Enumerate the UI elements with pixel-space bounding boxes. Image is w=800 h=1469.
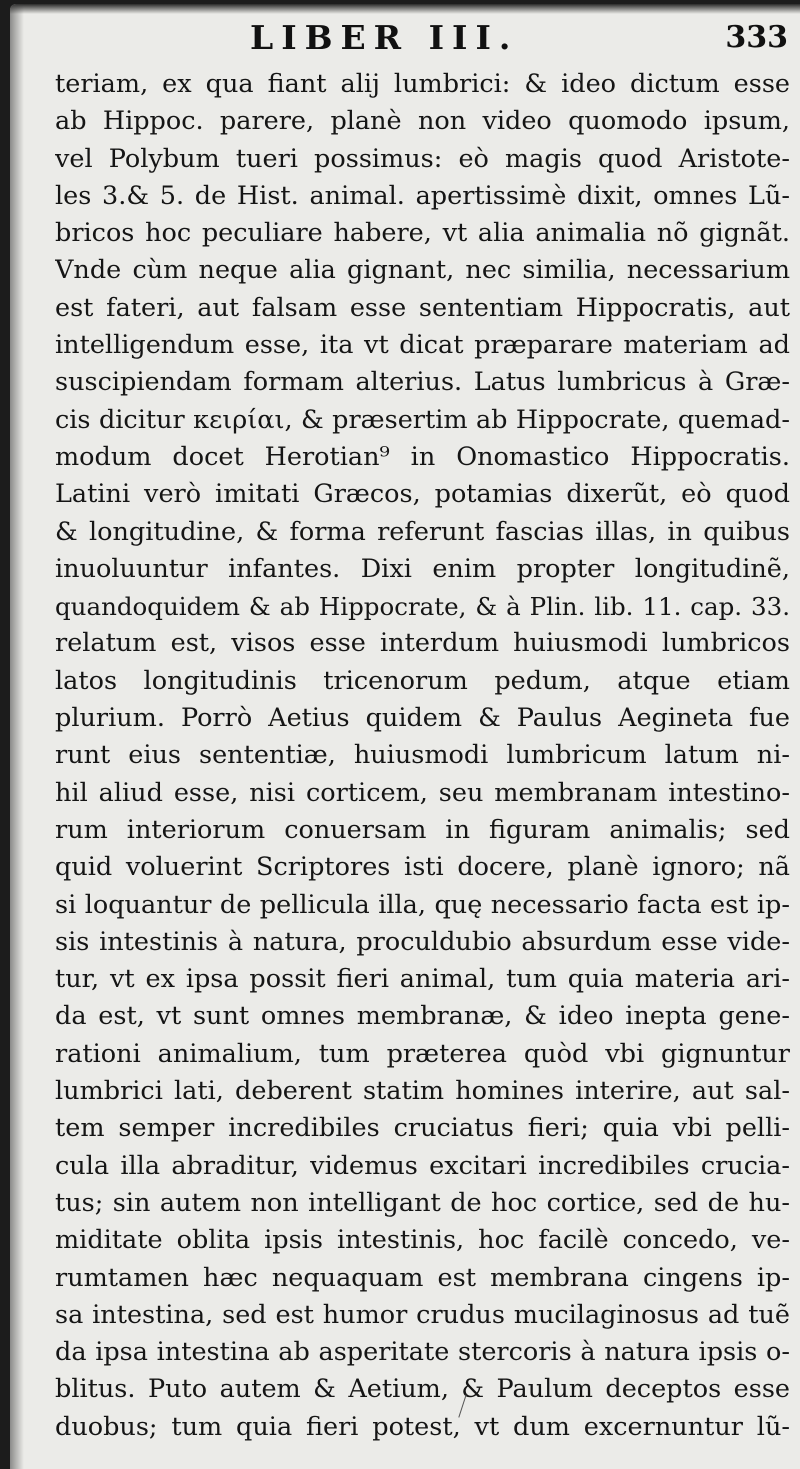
page-number: 333 [725, 20, 788, 55]
page-header [10, 12, 800, 60]
text-line: latos longitudinis tricenorum pedum, atque etiam [55, 665, 790, 696]
book-page [10, 4, 800, 1469]
text-line: blitus. Puto autem & Aetium, & Paulum deceptos esse [55, 1374, 790, 1405]
text-line: les 3.& 5. de Hist. animal. apertissimè dixit, omnes Lũ- [55, 180, 790, 211]
text-line: si loquantur de pellicula illa, quę necessario facta est ip- [55, 889, 790, 920]
gutter-shadow [10, 4, 24, 1469]
text-line: modum docet Herotian⁹ in Onomastico Hippocratis. [55, 441, 790, 472]
text-line: rationi animalium, tum præterea quòd vbi gignuntur [55, 1038, 790, 1069]
text-line: bricos hoc peculiare habere, vt alia animalia nõ gignãt. [55, 218, 790, 249]
text-line: intelligendum esse, ita vt dicat præparare materiam ad [55, 330, 790, 361]
text-line: tem semper incredibiles cruciatus fieri; quia vbi pelli- [55, 1113, 790, 1144]
text-line: hil aliud esse, nisi corticem, seu membranam intestino- [55, 777, 790, 808]
text-line: cis dicitur κειρίαι, & præsertim ab Hippocrate, quemad- [55, 404, 790, 435]
text-line: relatum est, visos esse interdum huiusmodi lumbricos [55, 628, 790, 659]
text-line: quandoquidem & ab Hippocrate, & à Plin. lib. 11. cap. 33. [55, 592, 790, 622]
text-line: rum interiorum conuersam in figuram animalis; sed [55, 814, 790, 845]
text-line: Latini verò imitati Græcos, potamias dixerũt, eò quod [55, 479, 790, 510]
text-line: inuoluuntur infantes. Dixi enim propter longitudinẽ, [55, 553, 790, 584]
text-line: tus; sin autem non intelligant de hoc cortice, sed de hu- [55, 1187, 790, 1218]
text-line: suscipiendam formam alterius. Latus lumbricus à Græ- [55, 367, 790, 398]
text-line: cula illa abraditur, videmus excitari incredibiles crucia- [55, 1150, 790, 1181]
body-text [55, 66, 790, 1446]
text-line: teriam, ex qua fiant alij lumbrici: & ideo dictum esse [55, 69, 790, 99]
text-line: est fateri, aut falsam esse sententiam Hippocratis, aut [55, 292, 790, 323]
text-line: tur, vt ex ipsa possit fieri animal, tum quia materia ari- [55, 964, 790, 995]
text-line: sis intestinis à natura, proculdubio absurdum esse vide- [55, 926, 790, 957]
text-line: Vnde cùm neque alia gignant, nec similia, necessarium [55, 255, 790, 286]
text-line: sa intestina, sed est humor crudus mucilaginosus ad tuẽ [55, 1299, 790, 1330]
text-line: quid voluerint Scriptores isti docere, planè ignoro; nã [55, 852, 790, 883]
text-line: da ipsa intestina ab asperitate stercoris à natura ipsis o- [55, 1337, 790, 1368]
text-line: lumbrici lati, deberent statim homines interire, aut sal- [55, 1076, 790, 1107]
running-head: LIBER III. [250, 18, 519, 57]
text-line: & longitudine, & forma referunt fascias illas, in quibus [55, 516, 790, 547]
text-line: ab Hippoc. parere, planè non video quomodo ipsum, [55, 106, 790, 137]
text-line: plurium. Porrò Aetius quidem & Paulus Aegineta fue [55, 703, 790, 734]
text-line: duobus; tum quia fieri potest, vt dum excernuntur lũ- [55, 1411, 790, 1442]
text-line: da est, vt sunt omnes membranæ, & ideo inepta gene- [55, 1001, 790, 1032]
text-line: miditate oblita ipsis intestinis, hoc facilè concedo, ve- [55, 1225, 790, 1256]
text-line: rumtamen hæc nequaquam est membrana cingens ip- [55, 1262, 790, 1293]
text-line: runt eius sententiæ, huiusmodi lumbricum latum ni- [55, 740, 790, 771]
text-line: vel Polybum tueri possimus: eò magis quod Aristote- [55, 143, 790, 174]
